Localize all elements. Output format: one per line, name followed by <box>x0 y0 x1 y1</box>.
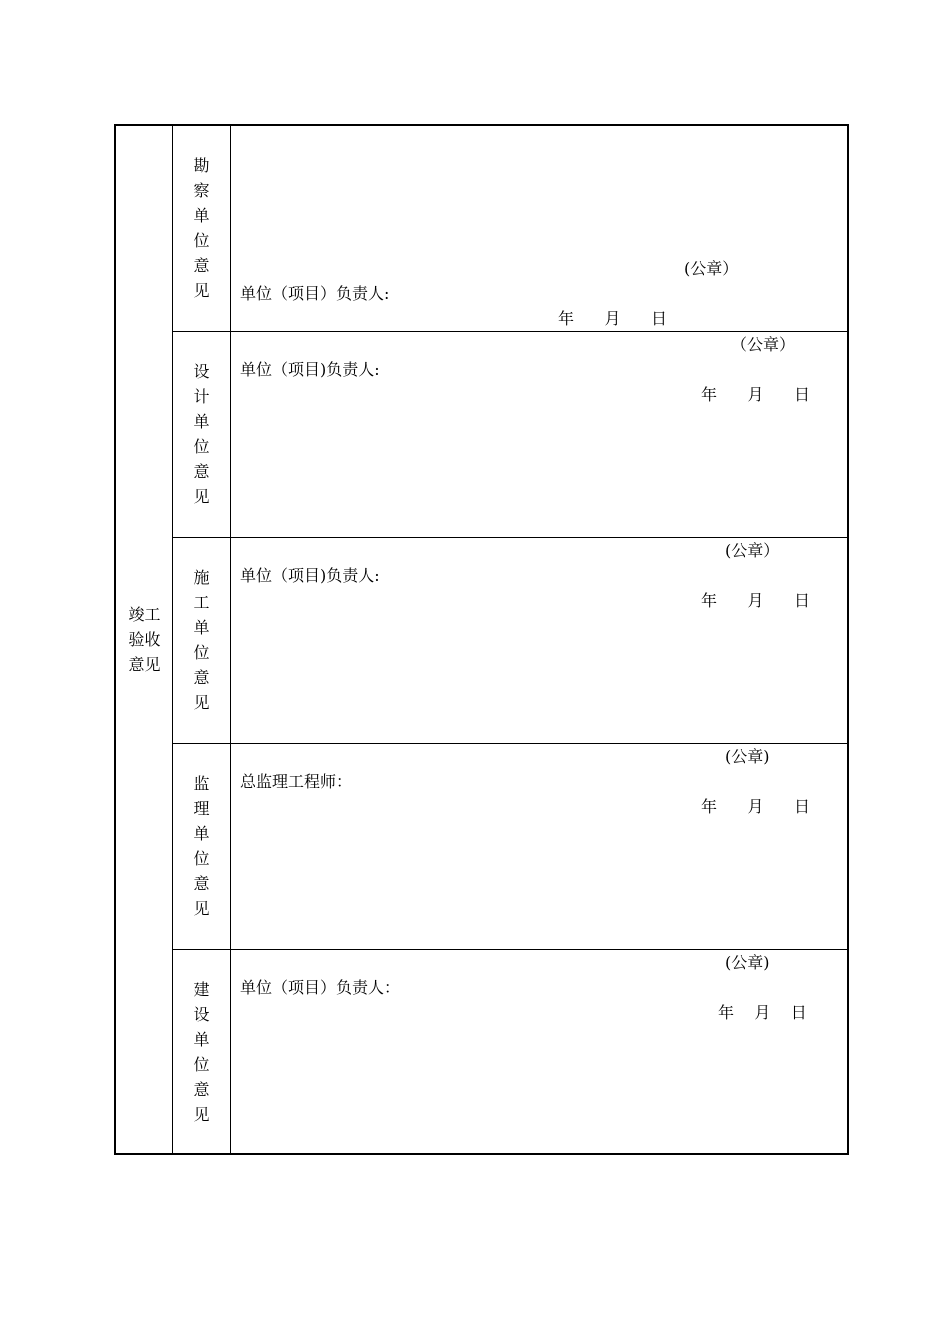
row-label-owner <box>173 977 230 1127</box>
row-label-char: 见 <box>193 1105 210 1124</box>
row-construction-unit <box>173 538 847 744</box>
row-label-supervision <box>173 771 230 921</box>
row-label-cell <box>173 950 231 1153</box>
row-label-char: 设 <box>193 1005 210 1024</box>
row-content-survey[interactable] <box>231 126 847 331</box>
date-text: 年 月 日 <box>558 309 668 328</box>
row-label-char: 位 <box>193 437 210 456</box>
seal-text: (公章） <box>684 259 739 278</box>
signer-label: 单位（项目)负责人: <box>240 566 380 585</box>
row-content-design[interactable] <box>231 332 847 537</box>
row-survey-unit <box>173 126 847 332</box>
row-label-char: 意 <box>193 462 210 481</box>
row-content-owner[interactable] <box>231 950 847 1153</box>
date-text: 年 月 日 <box>718 1003 807 1022</box>
row-label-char: 建 <box>193 980 210 999</box>
signer-label: 单位（项目）负责人： <box>240 978 401 997</box>
row-supervision-unit <box>173 744 847 950</box>
section-label-line: 意见 <box>128 655 161 674</box>
row-label-char: 见 <box>193 281 210 300</box>
row-label-char: 意 <box>193 1080 210 1099</box>
row-label-char: 察 <box>193 181 210 200</box>
row-label-char: 意 <box>193 256 210 275</box>
row-label-char: 意 <box>193 874 210 893</box>
date-text: 年 月 日 <box>701 797 811 816</box>
row-label-char: 设 <box>193 362 210 381</box>
row-label-design <box>173 359 230 509</box>
row-label-char: 理 <box>193 799 210 818</box>
row-label-char: 勘 <box>193 156 210 175</box>
date-text: 年 月 日 <box>701 385 811 404</box>
seal-text: (公章) <box>725 953 770 972</box>
row-label-cell <box>173 744 231 949</box>
row-label-char: 意 <box>193 668 210 687</box>
date-text: 年 月 日 <box>701 591 811 610</box>
row-label-char: 见 <box>193 899 210 918</box>
row-label-char: 监 <box>193 774 210 793</box>
row-label-survey <box>173 153 230 303</box>
row-label-char: 施 <box>193 568 210 587</box>
row-content-supervision[interactable] <box>231 744 847 949</box>
row-label-cell <box>173 538 231 743</box>
row-label-char: 见 <box>193 693 210 712</box>
signer-label: 单位（项目）负责人: <box>240 284 390 303</box>
section-label-cell <box>116 126 173 1153</box>
row-label-char: 单 <box>193 824 210 843</box>
row-label-construction <box>173 565 230 715</box>
seal-text: （公章） <box>731 335 796 354</box>
seal-text: (公章) <box>725 747 770 766</box>
signer-label: 单位（项目)负责人: <box>240 360 380 379</box>
row-label-char: 见 <box>193 487 210 506</box>
row-label-char: 单 <box>193 618 210 637</box>
seal-text: (公章） <box>725 541 780 560</box>
row-label-char: 位 <box>193 643 210 662</box>
row-label-char: 工 <box>193 593 210 612</box>
row-label-char: 计 <box>193 387 210 406</box>
row-design-unit <box>173 332 847 538</box>
row-label-char: 单 <box>193 206 210 225</box>
row-label-char: 位 <box>193 231 210 250</box>
section-label-line: 竣工 <box>128 605 161 624</box>
row-content-construction[interactable] <box>231 538 847 743</box>
row-owner-unit <box>173 950 847 1153</box>
row-label-char: 位 <box>193 1055 210 1074</box>
acceptance-opinion-table <box>114 124 849 1155</box>
signer-label: 总监理工程师： <box>240 772 353 791</box>
row-label-char: 单 <box>193 1030 210 1049</box>
row-label-cell <box>173 126 231 331</box>
row-label-char: 单 <box>193 412 210 431</box>
section-label-line: 验收 <box>128 630 161 649</box>
section-label <box>116 602 173 677</box>
row-label-char: 位 <box>193 849 210 868</box>
row-label-cell <box>173 332 231 537</box>
